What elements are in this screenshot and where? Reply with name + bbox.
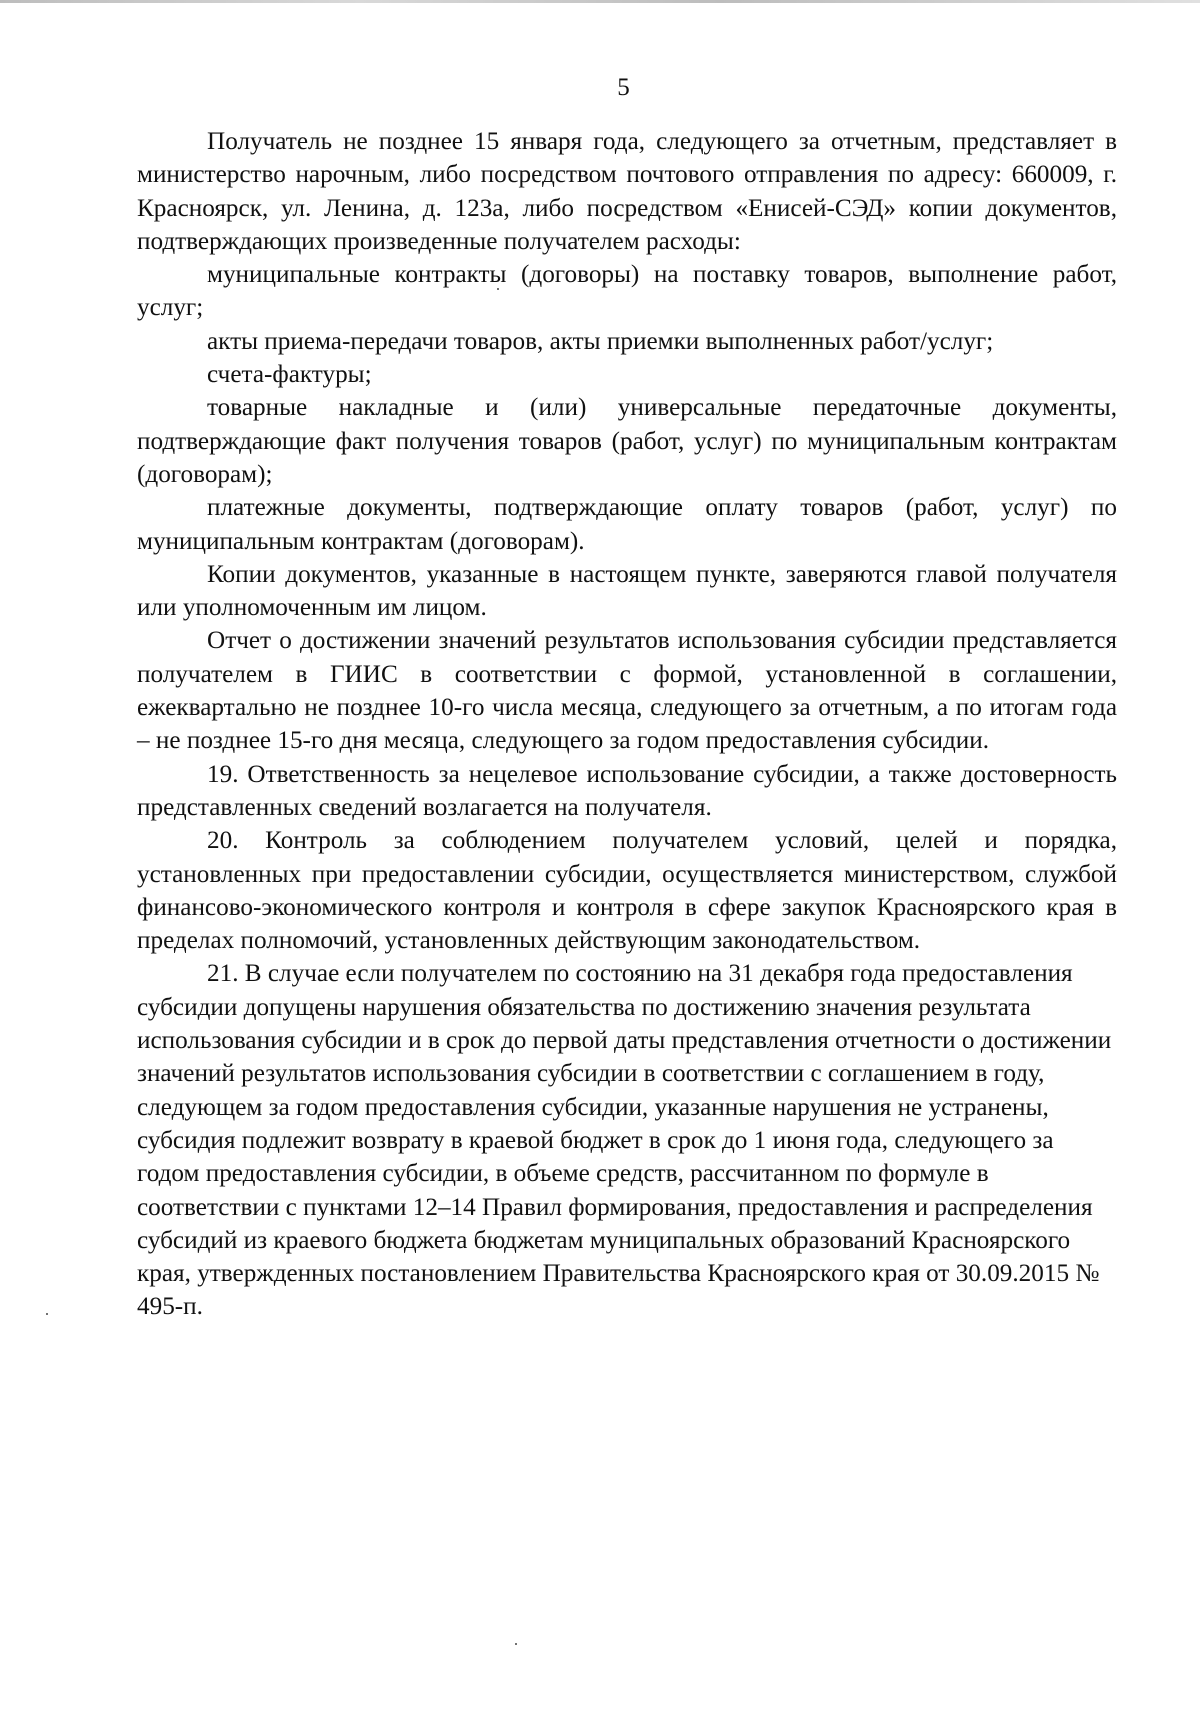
- paragraph-payment-documents: платежные документы, подтверждающие оплату товаров (работ, услуг) по муниципальным контрактам (договорам).: [137, 494, 1117, 555]
- paragraph-contracts: муниципальные контракты (договоры) на поставку товаров, выполнение работ, услуг;: [137, 261, 1117, 322]
- paragraph-invoices: счета-фактуры;: [207, 361, 372, 389]
- page-number: 5: [617, 74, 630, 101]
- paragraph-20-control: 20. Контроль за соблюдением получателем условий, целей и порядка, установленных при предоставлении субсидии, осуществляется министерством, службой финансово-экономического контроля и контроля в сфере закупок Красноярского края в пределах полномочий, установленных действующим законодательством.: [137, 827, 1117, 955]
- paragraph-21-refund: 21. В случае если получателем по состоянию на 31 декабря года предоставления субсидии допущены нарушения обязательства по достижению значения результата использования субсидии и в срок до первой даты представления отчетности о достижении значений результатов использования субсидии в соответствии с соглашением в году, следующем за годом предоставления субсидии, указанные нарушения не устранены, субсидия подлежит возврату в краевой бюджет в срок до 1 июня года, следующего за годом предоставления субсидии, в объеме средств, рассчитанном по формуле в соответствии с пунктами 12–14 Правил формирования, предоставления и распределения субсидий из краевого бюджета бюджетам муниципальных образований Красноярского края, утвержденных постановлением Правительства Красноярского края от 30.09.2015 № 495-п.: [137, 960, 1112, 1321]
- scan-top-edge: [0, 0, 1200, 3]
- document-body: [137, 125, 1117, 1324]
- paragraph-acts: акты приема-передачи товаров, акты приемки выполненных работ/услуг;: [207, 327, 994, 355]
- paragraph-waybills: товарные накладные и (или) универсальные передаточные документы, подтверждающие факт получения товаров (работ, услуг) по муниципальным контрактам (договорам);: [137, 394, 1117, 488]
- scan-speck: [46, 1313, 48, 1315]
- scan-speck: [515, 1643, 517, 1645]
- paragraph-report: Отчет о достижении значений результатов использования субсидии представляется получателем в ГИИС в соответствии с формой, установленной в соглашении, ежеквартально не позднее 10-го числа месяца, следующего за отчетным, а по итогам года – не позднее 15-го дня месяца, следующего за годом предоставления субсидии.: [137, 627, 1117, 755]
- paragraph-recipient-submission: Получатель не позднее 15 января года, следующего за отчетным, представляет в министерство нарочным, либо посредством почтового отправления по адресу: 660009, г. Красноярск, ул. Ленина, д. 123а, либо посредством «Енисей-СЭД» копии документов, подтверждающих произведенные получателем расходы:: [137, 128, 1117, 255]
- scan-speck: [497, 288, 499, 290]
- paragraph-copies-certification: Копии документов, указанные в настоящем пункте, заверяются главой получателя или уполномоченным им лицом.: [137, 560, 1117, 622]
- paragraph-19-responsibility: 19. Ответственность за нецелевое использование субсидии, а также достоверность представленных сведений возлагается на получателя.: [137, 760, 1117, 821]
